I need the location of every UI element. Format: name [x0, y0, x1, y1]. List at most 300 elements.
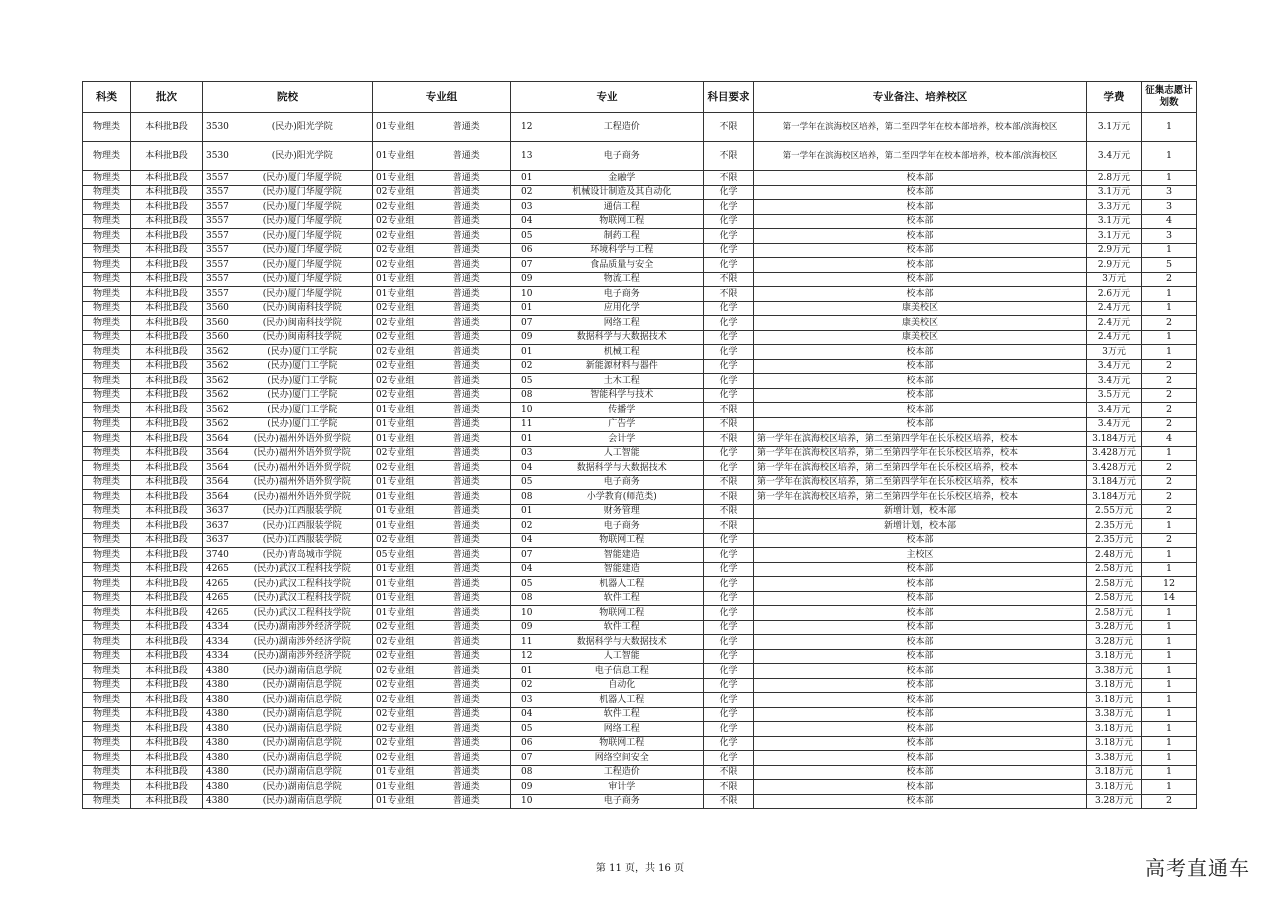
cell-major-name: 传播学 [541, 403, 704, 418]
cell-major-code: 12 [511, 113, 541, 142]
cell-category: 物理类 [83, 678, 131, 693]
cell-notes: 校本部 [754, 345, 1087, 360]
cell-notes: 校本部 [754, 591, 1087, 606]
cell-group: 01专业组 [373, 562, 423, 577]
cell-category: 物理类 [83, 272, 131, 287]
cell-subject-req: 化学 [704, 200, 754, 215]
cell-school-code: 3637 [203, 533, 233, 548]
table-row [83, 330, 1197, 345]
header-major: 专业 [511, 82, 704, 113]
cell-major-name: 工程造价 [541, 765, 704, 780]
cell-school-code: 4265 [203, 606, 233, 621]
cell-group-type: 普通类 [423, 272, 511, 287]
watermark-logo: 高考直通车 [1145, 856, 1250, 880]
cell-group-type: 普通类 [423, 345, 511, 360]
cell-batch: 本科批B段 [131, 243, 203, 258]
cell-school-code: 3637 [203, 519, 233, 534]
cell-school-code: 3557 [203, 200, 233, 215]
cell-tuition: 3.1万元 [1087, 185, 1142, 200]
table-row [83, 316, 1197, 331]
cell-major-name: 会计学 [541, 432, 704, 447]
cell-major-code: 03 [511, 200, 541, 215]
cell-major-code: 07 [511, 258, 541, 273]
cell-subject-req: 化学 [704, 664, 754, 679]
cell-tuition: 3.4万元 [1087, 142, 1142, 171]
cell-school-code: 3557 [203, 185, 233, 200]
cell-major-code: 01 [511, 345, 541, 360]
cell-plan-count: 2 [1142, 359, 1197, 374]
cell-category: 物理类 [83, 736, 131, 751]
cell-school-code: 3562 [203, 374, 233, 389]
cell-school-name: (民办)湖南信息学院 [233, 722, 373, 737]
cell-notes: 第一学年在滨海校区培养，第二至第四学年在长乐校区培养，校本 [754, 432, 1087, 447]
cell-category: 物理类 [83, 765, 131, 780]
cell-major-name: 电子商务 [541, 287, 704, 302]
cell-category: 物理类 [83, 359, 131, 374]
cell-major-name: 机械工程 [541, 345, 704, 360]
cell-notes: 第一学年在滨海校区培养，第二至第四学年在长乐校区培养，校本 [754, 490, 1087, 505]
cell-school-name: (民办)厦门华厦学院 [233, 287, 373, 302]
cell-school-name: (民办)阳光学院 [233, 142, 373, 171]
cell-group: 01专业组 [373, 794, 423, 809]
cell-group: 02专业组 [373, 374, 423, 389]
cell-notes: 校本部 [754, 374, 1087, 389]
table-row [83, 475, 1197, 490]
cell-notes: 校本部 [754, 780, 1087, 795]
cell-category: 物理类 [83, 200, 131, 215]
cell-major-name: 机器人工程 [541, 693, 704, 708]
cell-major-code: 10 [511, 794, 541, 809]
cell-major-code: 07 [511, 316, 541, 331]
cell-category: 物理类 [83, 693, 131, 708]
cell-tuition: 3.4万元 [1087, 417, 1142, 432]
cell-group-type: 普通类 [423, 562, 511, 577]
cell-batch: 本科批B段 [131, 229, 203, 244]
cell-tuition: 2.35万元 [1087, 519, 1142, 534]
cell-plan-count: 1 [1142, 664, 1197, 679]
cell-group-type: 普通类 [423, 374, 511, 389]
table-row [83, 591, 1197, 606]
cell-school-name: (民办)湖南信息学院 [233, 751, 373, 766]
cell-group: 02专业组 [373, 316, 423, 331]
cell-group: 01专业组 [373, 591, 423, 606]
cell-plan-count: 2 [1142, 403, 1197, 418]
cell-category: 物理类 [83, 490, 131, 505]
cell-subject-req: 化学 [704, 359, 754, 374]
cell-group-type: 普通类 [423, 606, 511, 621]
cell-tuition: 3.18万元 [1087, 765, 1142, 780]
cell-subject-req: 化学 [704, 243, 754, 258]
table-row [83, 794, 1197, 809]
cell-group: 02专业组 [373, 678, 423, 693]
cell-notes: 校本部 [754, 229, 1087, 244]
cell-major-name: 工程造价 [541, 113, 704, 142]
cell-plan-count: 2 [1142, 504, 1197, 519]
cell-school-name: (民办)厦门华厦学院 [233, 185, 373, 200]
cell-category: 物理类 [83, 388, 131, 403]
cell-tuition: 3.1万元 [1087, 229, 1142, 244]
cell-school-name: (民办)武汉工程科技学院 [233, 562, 373, 577]
cell-subject-req: 化学 [704, 751, 754, 766]
cell-school-name: (民办)厦门华厦学院 [233, 258, 373, 273]
cell-subject-req: 化学 [704, 707, 754, 722]
cell-major-code: 02 [511, 185, 541, 200]
cell-school-code: 3564 [203, 461, 233, 476]
cell-school-name: (民办)武汉工程科技学院 [233, 591, 373, 606]
cell-major-code: 07 [511, 548, 541, 563]
table-row [83, 359, 1197, 374]
cell-notes: 校本部 [754, 388, 1087, 403]
table-row [83, 243, 1197, 258]
cell-school-code: 3564 [203, 446, 233, 461]
cell-major-code: 07 [511, 751, 541, 766]
cell-school-code: 3557 [203, 229, 233, 244]
page-footer: 第 11 页，共 16 页 [595, 863, 685, 874]
cell-major-code: 01 [511, 301, 541, 316]
cell-major-code: 01 [511, 664, 541, 679]
cell-school-name: (民办)厦门华厦学院 [233, 272, 373, 287]
cell-group-type: 普通类 [423, 330, 511, 345]
cell-subject-req: 不限 [704, 171, 754, 186]
cell-major-name: 物联网工程 [541, 736, 704, 751]
cell-school-code: 3637 [203, 504, 233, 519]
cell-group: 01专业组 [373, 272, 423, 287]
cell-category: 物理类 [83, 577, 131, 592]
table-row [83, 214, 1197, 229]
cell-school-name: (民办)江西服装学院 [233, 504, 373, 519]
cell-notes: 校本部 [754, 243, 1087, 258]
cell-tuition: 3.28万元 [1087, 794, 1142, 809]
cell-tuition: 2.4万元 [1087, 330, 1142, 345]
cell-tuition: 3.184万元 [1087, 432, 1142, 447]
cell-major-name: 自动化 [541, 678, 704, 693]
cell-category: 物理类 [83, 316, 131, 331]
cell-notes: 校本部 [754, 664, 1087, 679]
cell-school-name: (民办)阳光学院 [233, 113, 373, 142]
cell-batch: 本科批B段 [131, 765, 203, 780]
cell-group-type: 普通类 [423, 577, 511, 592]
table-row [83, 707, 1197, 722]
cell-school-name: (民办)湖南信息学院 [233, 780, 373, 795]
cell-plan-count: 1 [1142, 330, 1197, 345]
table-row [83, 374, 1197, 389]
cell-school-name: (民办)湖南信息学院 [233, 794, 373, 809]
cell-school-code: 3557 [203, 243, 233, 258]
cell-group: 02专业组 [373, 200, 423, 215]
cell-group-type: 普通类 [423, 591, 511, 606]
cell-school-code: 4380 [203, 765, 233, 780]
table-row [83, 751, 1197, 766]
cell-major-code: 10 [511, 287, 541, 302]
cell-major-name: 通信工程 [541, 200, 704, 215]
cell-group: 01专业组 [373, 417, 423, 432]
cell-group: 01专业组 [373, 432, 423, 447]
cell-group-type: 普通类 [423, 533, 511, 548]
cell-group-type: 普通类 [423, 780, 511, 795]
table-row [83, 345, 1197, 360]
cell-category: 物理类 [83, 214, 131, 229]
cell-major-code: 03 [511, 446, 541, 461]
cell-notes: 校本部 [754, 765, 1087, 780]
table-row [83, 461, 1197, 476]
cell-major-name: 机器人工程 [541, 577, 704, 592]
cell-notes: 校本部 [754, 693, 1087, 708]
cell-notes: 校本部 [754, 171, 1087, 186]
cell-batch: 本科批B段 [131, 533, 203, 548]
header-category: 科类 [83, 82, 131, 113]
cell-school-name: (民办)福州外语外贸学院 [233, 490, 373, 505]
cell-school-name: (民办)厦门工学院 [233, 417, 373, 432]
cell-tuition: 3.4万元 [1087, 403, 1142, 418]
cell-notes: 校本部 [754, 214, 1087, 229]
cell-subject-req: 化学 [704, 229, 754, 244]
header-tuition: 学费 [1087, 82, 1142, 113]
cell-plan-count: 3 [1142, 200, 1197, 215]
cell-batch: 本科批B段 [131, 461, 203, 476]
cell-major-name: 电子商务 [541, 142, 704, 171]
cell-category: 物理类 [83, 649, 131, 664]
cell-notes: 康美校区 [754, 330, 1087, 345]
table-row [83, 417, 1197, 432]
cell-batch: 本科批B段 [131, 722, 203, 737]
cell-batch: 本科批B段 [131, 504, 203, 519]
table-row [83, 736, 1197, 751]
table-row [83, 200, 1197, 215]
cell-school-code: 4265 [203, 577, 233, 592]
cell-group: 02专业组 [373, 664, 423, 679]
cell-group-type: 普通类 [423, 722, 511, 737]
cell-major-code: 08 [511, 591, 541, 606]
table-row [83, 533, 1197, 548]
cell-major-name: 制药工程 [541, 229, 704, 244]
cell-notes: 校本部 [754, 606, 1087, 621]
cell-subject-req: 化学 [704, 722, 754, 737]
cell-school-code: 4265 [203, 562, 233, 577]
cell-school-code: 3560 [203, 301, 233, 316]
cell-category: 物理类 [83, 794, 131, 809]
cell-school-name: (民办)厦门工学院 [233, 374, 373, 389]
cell-batch: 本科批B段 [131, 374, 203, 389]
cell-category: 物理类 [83, 374, 131, 389]
cell-school-code: 3560 [203, 330, 233, 345]
cell-subject-req: 化学 [704, 214, 754, 229]
cell-notes: 第一学年在滨海校区培养，第二至四学年在校本部培养，校本部/滨海校区 [754, 113, 1087, 142]
cell-tuition: 2.48万元 [1087, 548, 1142, 563]
cell-group-type: 普通类 [423, 649, 511, 664]
cell-major-code: 04 [511, 461, 541, 476]
cell-notes: 校本部 [754, 272, 1087, 287]
cell-major-name: 数据科学与大数据技术 [541, 461, 704, 476]
cell-batch: 本科批B段 [131, 417, 203, 432]
cell-batch: 本科批B段 [131, 200, 203, 215]
header-school: 院校 [203, 82, 373, 113]
cell-school-name: (民办)闽南科技学院 [233, 301, 373, 316]
cell-school-code: 4380 [203, 707, 233, 722]
cell-group: 01专业组 [373, 504, 423, 519]
cell-plan-count: 1 [1142, 722, 1197, 737]
cell-category: 物理类 [83, 446, 131, 461]
cell-batch: 本科批B段 [131, 693, 203, 708]
cell-group: 02专业组 [373, 214, 423, 229]
cell-category: 物理类 [83, 548, 131, 563]
cell-major-code: 12 [511, 649, 541, 664]
cell-notes: 校本部 [754, 794, 1087, 809]
cell-major-code: 06 [511, 243, 541, 258]
table-row [83, 388, 1197, 403]
cell-school-name: (民办)厦门工学院 [233, 388, 373, 403]
cell-tuition: 3.3万元 [1087, 200, 1142, 215]
cell-group-type: 普通类 [423, 519, 511, 534]
cell-plan-count: 1 [1142, 548, 1197, 563]
cell-school-code: 3562 [203, 403, 233, 418]
cell-major-name: 新能源材料与器件 [541, 359, 704, 374]
cell-major-name: 电子信息工程 [541, 664, 704, 679]
cell-subject-req: 不限 [704, 765, 754, 780]
cell-notes: 校本部 [754, 403, 1087, 418]
cell-category: 物理类 [83, 432, 131, 447]
cell-school-code: 4380 [203, 751, 233, 766]
cell-school-name: (民办)闽南科技学院 [233, 330, 373, 345]
cell-notes: 康美校区 [754, 301, 1087, 316]
cell-batch: 本科批B段 [131, 446, 203, 461]
cell-notes: 主校区 [754, 548, 1087, 563]
cell-school-code: 4380 [203, 794, 233, 809]
cell-major-code: 11 [511, 635, 541, 650]
cell-group-type: 普通类 [423, 635, 511, 650]
cell-batch: 本科批B段 [131, 287, 203, 302]
cell-school-code: 4265 [203, 591, 233, 606]
cell-group-type: 普通类 [423, 200, 511, 215]
cell-batch: 本科批B段 [131, 330, 203, 345]
cell-tuition: 3.38万元 [1087, 707, 1142, 722]
cell-tuition: 2.58万元 [1087, 591, 1142, 606]
cell-plan-count: 1 [1142, 171, 1197, 186]
cell-batch: 本科批B段 [131, 780, 203, 795]
cell-group: 02专业组 [373, 359, 423, 374]
cell-group: 01专业组 [373, 606, 423, 621]
cell-major-name: 人工智能 [541, 446, 704, 461]
cell-major-name: 土木工程 [541, 374, 704, 389]
cell-category: 物理类 [83, 403, 131, 418]
cell-major-code: 05 [511, 374, 541, 389]
cell-group: 02专业组 [373, 345, 423, 360]
table-row [83, 301, 1197, 316]
cell-category: 物理类 [83, 461, 131, 476]
cell-major-name: 软件工程 [541, 620, 704, 635]
cell-category: 物理类 [83, 345, 131, 360]
cell-notes: 校本部 [754, 707, 1087, 722]
cell-school-name: (民办)湖南信息学院 [233, 664, 373, 679]
cell-group-type: 普通类 [423, 113, 511, 142]
cell-subject-req: 不限 [704, 403, 754, 418]
cell-tuition: 3.18万元 [1087, 736, 1142, 751]
cell-major-name: 软件工程 [541, 707, 704, 722]
cell-plan-count: 1 [1142, 635, 1197, 650]
cell-plan-count: 2 [1142, 388, 1197, 403]
cell-tuition: 3.18万元 [1087, 780, 1142, 795]
cell-batch: 本科批B段 [131, 577, 203, 592]
cell-notes: 校本部 [754, 200, 1087, 215]
cell-plan-count: 1 [1142, 707, 1197, 722]
cell-batch: 本科批B段 [131, 272, 203, 287]
cell-group: 02专业组 [373, 722, 423, 737]
cell-category: 物理类 [83, 591, 131, 606]
cell-major-code: 05 [511, 475, 541, 490]
cell-major-code: 08 [511, 490, 541, 505]
cell-group-type: 普通类 [423, 403, 511, 418]
cell-major-name: 机械设计制造及其自动化 [541, 185, 704, 200]
cell-group-type: 普通类 [423, 765, 511, 780]
cell-group: 01专业组 [373, 780, 423, 795]
cell-notes: 校本部 [754, 635, 1087, 650]
cell-school-name: (民办)湖南信息学院 [233, 693, 373, 708]
cell-group-type: 普通类 [423, 461, 511, 476]
cell-school-code: 3560 [203, 316, 233, 331]
cell-group-type: 普通类 [423, 171, 511, 186]
cell-major-name: 物流工程 [541, 272, 704, 287]
cell-group: 01专业组 [373, 475, 423, 490]
cell-group: 02专业组 [373, 620, 423, 635]
cell-group-type: 普通类 [423, 287, 511, 302]
cell-notes: 第一学年在滨海校区培养，第二至第四学年在长乐校区培养，校本 [754, 475, 1087, 490]
cell-category: 物理类 [83, 113, 131, 142]
cell-plan-count: 1 [1142, 113, 1197, 142]
cell-notes: 校本部 [754, 577, 1087, 592]
cell-batch: 本科批B段 [131, 403, 203, 418]
cell-school-code: 3557 [203, 171, 233, 186]
cell-category: 物理类 [83, 620, 131, 635]
cell-category: 物理类 [83, 664, 131, 679]
cell-plan-count: 1 [1142, 765, 1197, 780]
cell-major-name: 食品质量与安全 [541, 258, 704, 273]
cell-category: 物理类 [83, 417, 131, 432]
header-row [83, 82, 1197, 113]
cell-tuition: 2.8万元 [1087, 171, 1142, 186]
cell-batch: 本科批B段 [131, 258, 203, 273]
cell-group: 01专业组 [373, 171, 423, 186]
cell-group: 02专业组 [373, 461, 423, 476]
cell-school-name: (民办)厦门工学院 [233, 345, 373, 360]
cell-school-name: (民办)厦门华厦学院 [233, 200, 373, 215]
cell-group: 01专业组 [373, 765, 423, 780]
cell-major-code: 09 [511, 330, 541, 345]
cell-major-name: 审计学 [541, 780, 704, 795]
cell-subject-req: 化学 [704, 693, 754, 708]
cell-plan-count: 1 [1142, 736, 1197, 751]
cell-notes: 第一学年在滨海校区培养，第二至四学年在校本部培养，校本部/滨海校区 [754, 142, 1087, 171]
cell-school-name: (民办)湖南涉外经济学院 [233, 649, 373, 664]
cell-group-type: 普通类 [423, 620, 511, 635]
cell-group: 02专业组 [373, 301, 423, 316]
cell-batch: 本科批B段 [131, 678, 203, 693]
cell-tuition: 3.4万元 [1087, 359, 1142, 374]
cell-major-code: 04 [511, 562, 541, 577]
cell-subject-req: 化学 [704, 388, 754, 403]
cell-plan-count: 1 [1142, 142, 1197, 171]
cell-batch: 本科批B段 [131, 736, 203, 751]
table-row [83, 635, 1197, 650]
cell-major-code: 09 [511, 780, 541, 795]
header-batch: 批次 [131, 82, 203, 113]
table-row [83, 113, 1197, 142]
cell-school-code: 3557 [203, 272, 233, 287]
cell-batch: 本科批B段 [131, 548, 203, 563]
cell-subject-req: 不限 [704, 113, 754, 142]
cell-major-code: 04 [511, 533, 541, 548]
cell-major-code: 03 [511, 693, 541, 708]
cell-group-type: 普通类 [423, 664, 511, 679]
cell-notes: 校本部 [754, 678, 1087, 693]
